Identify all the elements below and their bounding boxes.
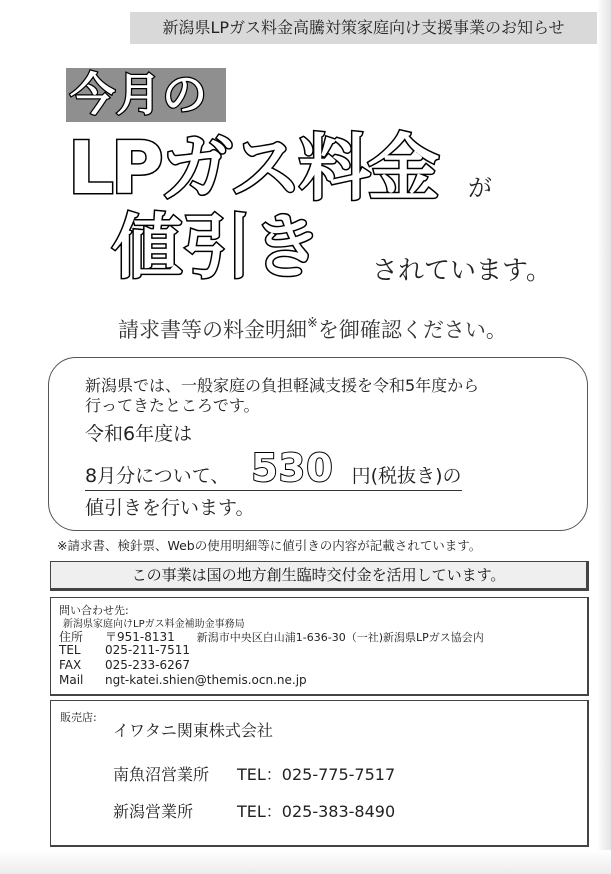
info-intro — [85, 376, 479, 416]
headline-particle: が — [468, 174, 492, 202]
funding-notice: この事業は国の地方創生臨時交付金を活用しています。 — [50, 561, 589, 591]
notice-banner: 新潟県LPガス料金高騰対策家庭向け支援事業のお知らせ — [130, 12, 597, 44]
dealer-label: 販売店: — [60, 711, 97, 724]
tel-value: 025-211-7511 — [105, 643, 191, 657]
office-name: 南魚沼営業所 — [113, 765, 210, 784]
fax-value: 025-233-6267 — [105, 658, 191, 672]
info-line: 行ってきたところです。 — [85, 396, 260, 415]
discount-period: 8月分について、 — [85, 465, 230, 487]
address-label: 住所 — [59, 630, 84, 644]
headline-line2: LPガス料金 — [68, 126, 437, 210]
headline-line1: 今月の — [70, 68, 209, 121]
address-detail: 新潟市中央区白山浦1-636-30（一社)新潟県LPガス協会内 — [196, 631, 484, 644]
postal-code: 〒951-8131 — [105, 630, 175, 644]
contact-heading: 問い合わせ先: — [59, 604, 129, 617]
info-year: 令和6年度は — [85, 423, 193, 445]
dealer-company: イワタニ関東株式会社 — [113, 721, 273, 740]
fax-label: FAX — [59, 658, 82, 672]
check-statement — [118, 314, 507, 344]
discount-amount: 530 — [251, 446, 334, 490]
contact-tel-row — [59, 643, 190, 657]
contact-mail-row — [59, 673, 307, 687]
discount-amount-line — [85, 446, 462, 491]
contact-fax-row — [59, 658, 190, 672]
mail-label: Mail — [59, 673, 84, 687]
check-text-tail: を御確認ください。 — [317, 318, 507, 342]
check-text-main: 請求書等の料金明細 — [118, 318, 307, 342]
page-shadow — [0, 850, 611, 874]
tel-label: TEL — [59, 643, 81, 657]
note-text: ※請求書、検針票、Webの使用明細等に値引きの内容が記載されています。 — [57, 538, 482, 553]
note-mark: ※ — [307, 316, 318, 331]
mail-value[interactable]: ngt-katei.shien@themis.ocn.ne.jp — [105, 673, 307, 687]
contact-org: 新潟県家庭向けLPガス料金補助金事務局 — [63, 619, 245, 630]
office-name: 新潟営業所 — [113, 802, 194, 821]
office-tel: TEL：025-383-8490 — [237, 802, 396, 821]
headline-line3: 値引き — [112, 206, 322, 288]
headline-suffix: されています。 — [372, 256, 552, 286]
discount-unit: 円(税抜き)の — [351, 465, 462, 487]
contact-box — [50, 597, 589, 696]
discount-info-box — [48, 357, 588, 531]
dealer-office-row — [113, 799, 395, 822]
info-line: 新潟県では、一般家庭の負担軽減支援を令和5年度から — [85, 376, 480, 395]
page-shadow — [597, 0, 611, 874]
info-closing: 値引きを行います。 — [85, 497, 255, 519]
dealer-office-row — [113, 762, 395, 785]
office-tel: TEL：025-775-7517 — [237, 765, 396, 784]
dealer-box — [50, 700, 589, 847]
